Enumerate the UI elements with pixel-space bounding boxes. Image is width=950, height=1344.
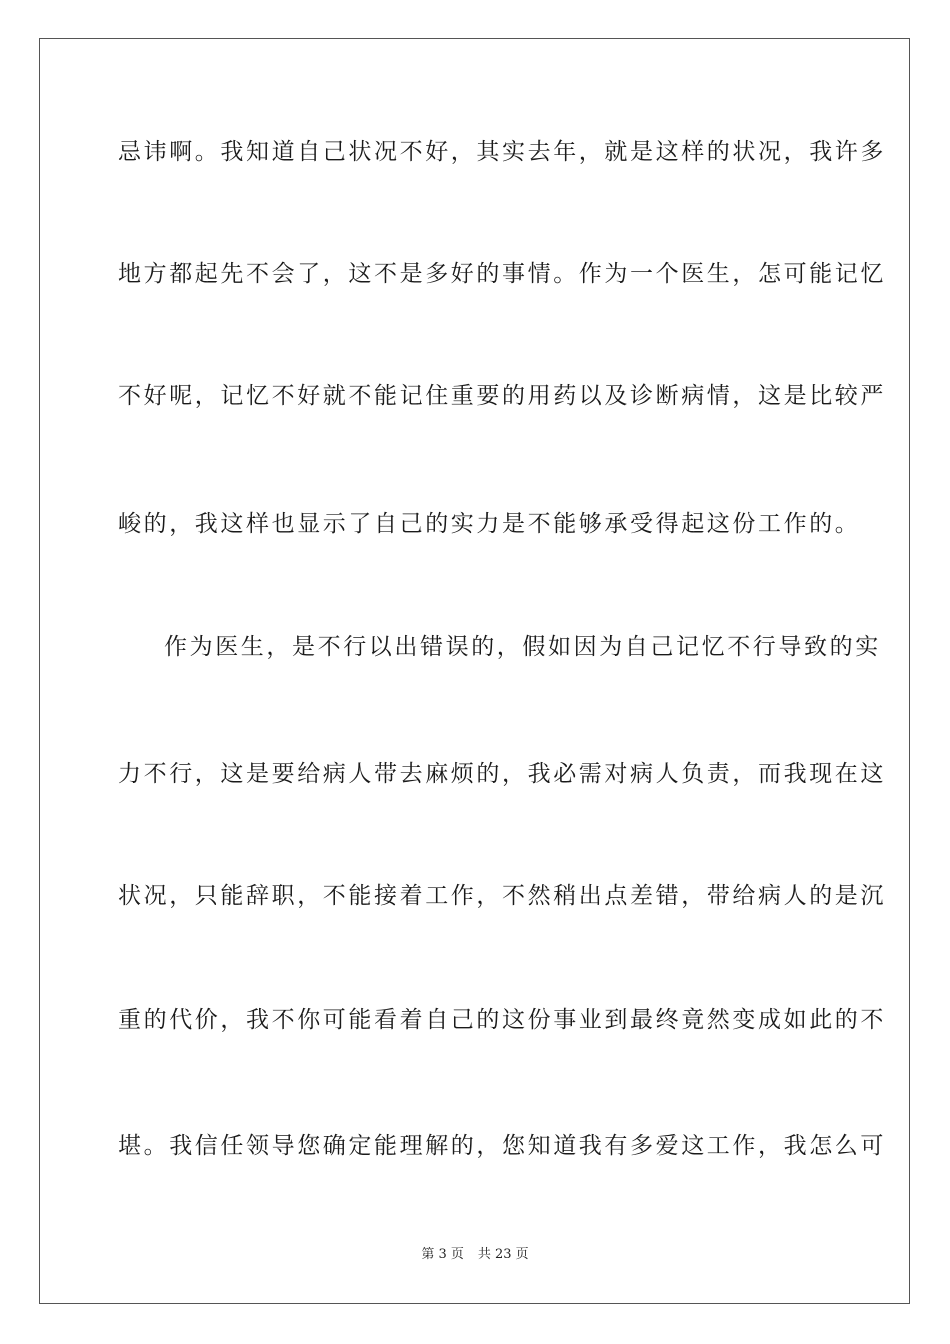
page-number: 第 3 页	[421, 1247, 464, 1262]
text-line-2: 地方都起先不会了，这不是多好的事情。作为一个医生，怎可能记忆	[118, 261, 886, 287]
text-line-8: 重的代价，我不你可能看着自己的这份事业到最终竟然变成如此的不	[118, 1007, 886, 1033]
text-line-5-paragraph-start: 作为医生，是不行以出错误的，假如因为自己记忆不行导致的实	[164, 634, 881, 660]
text-line-6: 力不行，这是要给病人带去麻烦的，我必需对病人负责，而我现在这	[118, 761, 886, 787]
text-line-3: 不好呢，记忆不好就不能记住重要的用药以及诊断病情，这是比较严	[118, 383, 886, 409]
text-line-4: 峻的，我这样也显示了自己的实力是不能够承受得起这份工作的。	[118, 511, 861, 537]
text-line-1: 忌讳啊。我知道自己状况不好，其实去年，就是这样的状况，我许多	[118, 139, 886, 165]
page-total: 共 23 页	[477, 1247, 529, 1262]
text-line-9: 堪。我信任领导您确定能理解的，您知道我有多爱这工作，我怎么可	[118, 1133, 886, 1159]
page-border	[39, 38, 910, 1304]
text-line-7: 状况，只能辞职，不能接着工作，不然稍出点差错，带给病人的是沉	[118, 883, 886, 909]
page-footer	[0, 1246, 950, 1264]
